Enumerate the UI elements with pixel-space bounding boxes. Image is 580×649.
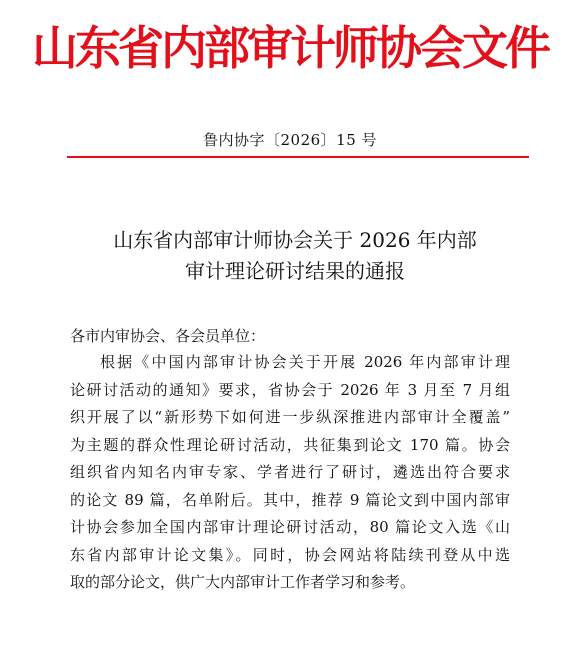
body-line: 论研讨活动的通知》要求，省协会于 2026 年 3 月至 7 月组	[70, 380, 510, 399]
body-line: 取的部分论文，供广大内部审计工作者学习和参考。	[70, 573, 416, 591]
body-line: 织开展了以“新形势下如何进一步纵深推进内部审计全覆盖”	[70, 408, 510, 426]
document-title-line-1: 山东省内部审计师协会关于 2026 年内部	[113, 228, 477, 252]
body-line: 计协会参加全国内部审计理论研讨活动，80 篇论文入选《山	[70, 518, 510, 536]
body-line: 东省内部审计论文集》。同时，协会网站将陆续刊登从中选	[70, 545, 510, 564]
body-paragraph	[70, 349, 510, 597]
body-line: 组织省内知名内审专家、学者进行了研讨，遴选出符合要求	[70, 463, 510, 481]
salutation: 各市内审协会、各会员单位：	[70, 327, 266, 345]
body-line: 根据《中国内部审计协会关于开展 2026 年内部审计理	[100, 353, 510, 371]
masthead-title: 山东省内部审计师协会文件	[32, 21, 548, 75]
body-line: 为主题的群众性理论研讨活动，共征集到论文 170 篇。协会	[70, 435, 510, 454]
document-title	[60, 225, 530, 287]
document-number: 鲁内协字〔2026〕15 号	[202, 131, 378, 149]
red-divider-line	[67, 156, 529, 158]
body-line: 的论文 89 篇，名单附后。其中，推荐 9 篇论文到中国内部审	[70, 490, 510, 509]
document-title-line-2: 审计理论研讨结果的通报	[185, 259, 405, 283]
